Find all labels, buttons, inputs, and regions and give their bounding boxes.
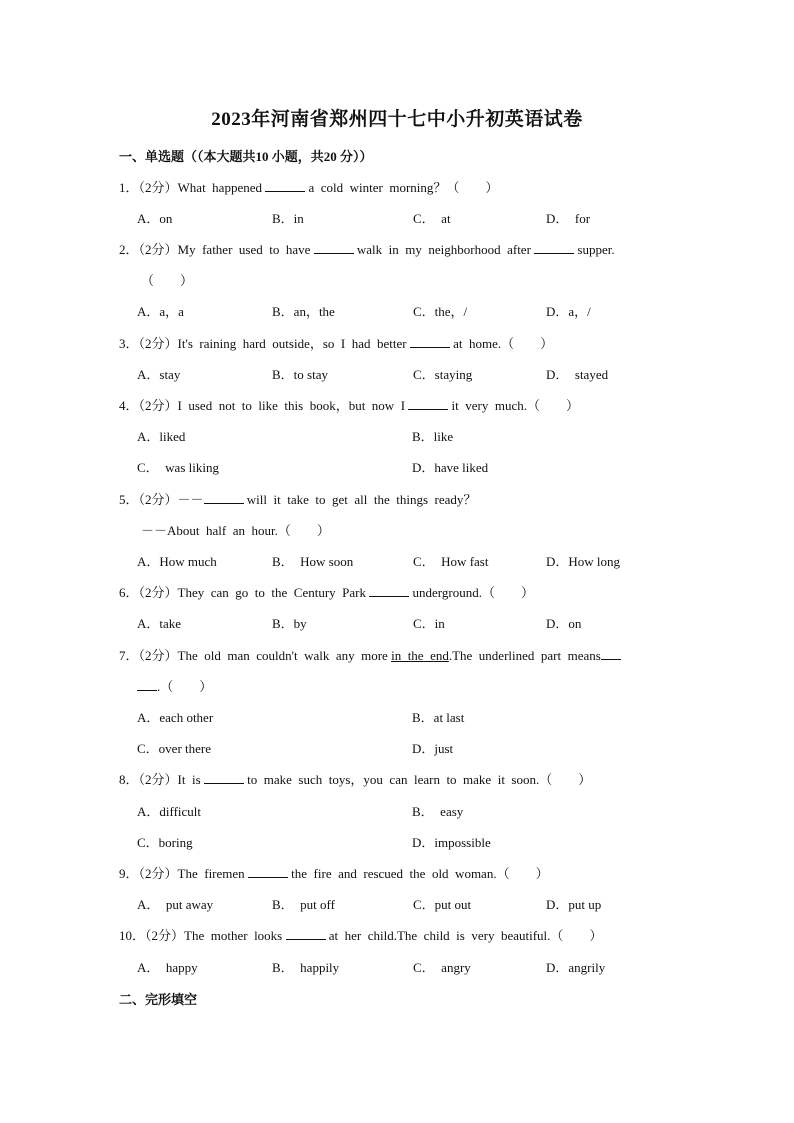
question-stem-mid: walk in my neighborhood after <box>353 242 535 257</box>
option-a: A．take <box>137 616 182 631</box>
option-b: B． happily <box>272 960 340 975</box>
question-stem-rest: a cold winter morning？（ ） <box>305 180 499 195</box>
question-score: （2分） <box>145 928 185 943</box>
option-d: D．have liked <box>412 460 489 475</box>
option-d: D． stayed <box>546 367 609 382</box>
option-b: B．an，the <box>272 304 335 319</box>
question-stem-rest: the fire and rescued the old woman.（ ） <box>287 866 549 881</box>
option-b: B． easy <box>412 804 464 819</box>
question-score: （2分） <box>138 242 178 257</box>
option-c: C． How fast <box>413 554 489 569</box>
question-score: （2分） <box>138 585 178 600</box>
question-score: （2分） <box>138 398 178 413</box>
option-b: B．to stay <box>272 367 328 382</box>
question-number: 4． <box>119 398 139 413</box>
question-stem-rest: underground.（ ） <box>409 585 534 600</box>
question-stem: I used not to like this book，but now I <box>177 398 409 413</box>
answer-blank <box>204 491 244 504</box>
dialogue-reply: －－About half an hour.（ ） <box>141 523 330 538</box>
answer-blank <box>248 865 288 878</box>
section-heading-single-choice: 一、单选题（（本大题共10 小题，共20 分）） <box>119 149 373 164</box>
option-b: B．in <box>272 211 304 226</box>
option-b: B． How soon <box>272 554 354 569</box>
question-stem: My father used to have <box>177 242 314 257</box>
option-a: A．on <box>137 211 173 226</box>
option-d: D．angrily <box>546 960 606 975</box>
question-score: （2分） <box>138 492 178 507</box>
option-d: D．How long <box>546 554 621 569</box>
question-stem: They can go to the Century Park <box>177 585 370 600</box>
answer-blank <box>410 335 450 348</box>
option-a: A．stay <box>137 367 181 382</box>
option-c: C．in <box>413 616 445 631</box>
question-number: 7． <box>119 648 139 663</box>
question-stem: What happened <box>177 180 266 195</box>
option-a: A． happy <box>137 960 198 975</box>
question-9 <box>119 863 679 882</box>
question-stem: The old man couldn't walk any more <box>177 648 392 663</box>
question-7 <box>119 645 679 664</box>
question-8 <box>119 769 679 788</box>
answer-blank <box>534 241 574 254</box>
question-number: 5． <box>119 492 139 507</box>
question-bracket: .（ ） <box>157 679 213 694</box>
question-number: 8． <box>119 772 139 787</box>
question-stem-rest: supper. <box>574 242 615 257</box>
underlined-phrase: in the end <box>391 648 449 663</box>
option-c: C． was liking <box>137 460 219 475</box>
option-c: C．over there <box>137 741 212 756</box>
answer-blank <box>601 647 621 660</box>
question-bracket: （ ） <box>141 273 194 288</box>
question-stem-rest: will it take to get all the things ready？ <box>243 492 477 507</box>
question-stem: It is <box>177 772 204 787</box>
question-number: 9． <box>119 866 139 881</box>
option-d: D．on <box>546 616 582 631</box>
question-3 <box>119 333 679 352</box>
question-score: （2分） <box>138 648 178 663</box>
question-10 <box>119 925 679 944</box>
option-d: D． for <box>546 211 591 226</box>
question-stem-rest: at her child.The child is very beautiful.（ ） <box>325 928 603 943</box>
option-a: A． put away <box>137 897 214 912</box>
option-d: D．just <box>412 741 454 756</box>
question-stem: The mother looks <box>184 928 286 943</box>
answer-blank <box>137 678 157 691</box>
question-7-continuation <box>137 676 212 695</box>
question-score: （2分） <box>138 180 178 195</box>
option-c: C． angry <box>413 960 471 975</box>
option-a: A．How much <box>137 554 217 569</box>
question-5 <box>119 489 679 508</box>
answer-blank <box>369 584 409 597</box>
answer-blank <box>408 397 448 410</box>
option-b: B．by <box>272 616 307 631</box>
option-c: C．boring <box>137 835 193 850</box>
question-4 <box>119 395 679 414</box>
option-b: B． put off <box>272 897 335 912</box>
answer-blank <box>314 241 354 254</box>
option-c: C． at <box>413 211 451 226</box>
question-2 <box>119 239 679 258</box>
option-a: A．a，a <box>137 304 184 319</box>
question-number: 6． <box>119 585 139 600</box>
page-title: 2023年河南省郑州四十七中小升初英语试卷 <box>211 109 583 130</box>
option-b: B．like <box>412 429 454 444</box>
option-d: D．a，/ <box>546 304 591 319</box>
question-number: 2． <box>119 242 139 257</box>
answer-blank <box>204 771 244 784</box>
option-a: A．each other <box>137 710 214 725</box>
question-6 <box>119 582 679 601</box>
answer-blank <box>265 179 305 192</box>
option-c: C．the，/ <box>413 304 468 319</box>
option-d: D．put up <box>546 897 602 912</box>
question-score: （2分） <box>138 866 178 881</box>
option-d: D．impossible <box>412 835 491 850</box>
question-score: （2分） <box>138 336 178 351</box>
section-heading-cloze: 二、完形填空 <box>119 992 198 1007</box>
option-a: A．liked <box>137 429 186 444</box>
option-c: C．staying <box>413 367 473 382</box>
answer-blank <box>286 927 326 940</box>
question-stem-rest: .The underlined part means <box>448 648 601 663</box>
question-number: 1． <box>119 180 139 195</box>
option-b: B．at last <box>412 710 465 725</box>
question-number: 10． <box>119 928 146 943</box>
question-stem: －－ <box>177 492 204 507</box>
option-c: C．put out <box>413 897 472 912</box>
question-1 <box>119 177 679 196</box>
question-stem-rest: it very much.（ ） <box>448 398 579 413</box>
question-stem: The firemen <box>177 866 248 881</box>
question-stem-rest: to make such toys，you can learn to make it soon.（ ） <box>243 772 592 787</box>
question-number: 3． <box>119 336 139 351</box>
question-stem-rest: at home.（ ） <box>449 336 554 351</box>
question-score: （2分） <box>138 772 178 787</box>
question-stem: It's raining hard outside，so I had better <box>177 336 410 351</box>
option-a: A．difficult <box>137 804 202 819</box>
